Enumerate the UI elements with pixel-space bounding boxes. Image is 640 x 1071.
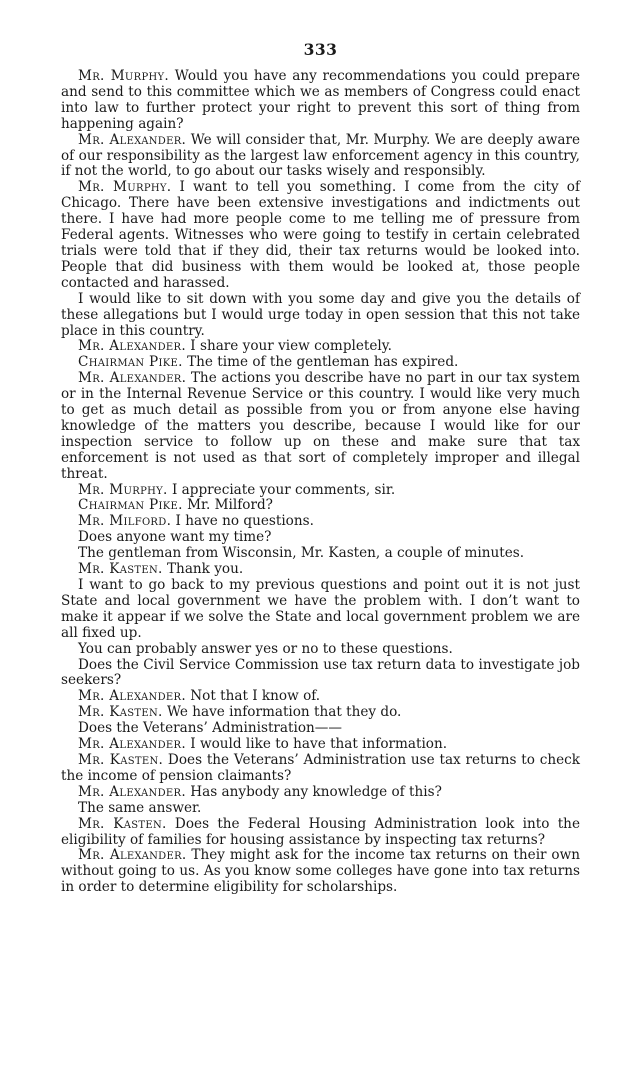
speaker-name: Mr. Alexander. <box>78 370 187 387</box>
speaker-name: Mr. Alexander. <box>78 736 186 753</box>
paragraph-text: Does anyone want my time? <box>78 529 272 546</box>
transcript-paragraph <box>61 753 580 785</box>
paragraph-text: Thank you. <box>162 561 244 578</box>
document-page <box>61 40 580 896</box>
speaker-name: Mr. Kasten. <box>78 561 163 578</box>
paragraph-text: Does the Veterans’ Administration—— <box>78 720 342 737</box>
transcript-paragraph <box>61 339 580 355</box>
speaker-name: Mr. Kasten. <box>78 815 167 832</box>
transcript-paragraph <box>61 721 580 737</box>
transcript-paragraph <box>61 483 580 499</box>
paragraph-text: We have information that they do. <box>162 704 402 721</box>
paragraph-text: We will consider that, Mr. Murphy. We are deeply aware of our responsibility as the largest law enforcement agency in this country, if not the world, to go about our tasks wisely and responsibly. <box>61 131 581 180</box>
transcript-paragraph <box>61 292 580 340</box>
speaker-name: Chairman Pike. <box>78 354 183 371</box>
transcript-paragraph <box>61 514 580 530</box>
paragraph-text: You can probably answer yes or no to these questions. <box>78 640 453 657</box>
paragraph-text: The time of the gentleman has expired. <box>182 354 459 371</box>
paragraph-text: I have no questions. <box>171 513 314 530</box>
speaker-name: Mr. Alexander. <box>78 338 186 355</box>
speaker-name: Chairman Pike. <box>78 497 183 514</box>
transcript-paragraph <box>61 371 580 482</box>
transcript-paragraph <box>61 578 580 642</box>
speaker-name: Mr. Alexander. <box>78 783 186 800</box>
paragraph-text: I want to go back to my previous questions and point out it is not just State and local government we have the problem with. I don’t want to make it appear if we solve the State and local government problem we are all fixed up. <box>61 577 580 641</box>
paragraph-text: Has anybody any knowledge of this? <box>185 783 442 800</box>
transcript-paragraph <box>61 785 580 801</box>
transcript-paragraph <box>61 801 580 817</box>
transcript-paragraph <box>61 355 580 371</box>
transcript-paragraph <box>61 689 580 705</box>
paragraph-text: Does the Federal Housing Administration look into the eligibility of families for housing assistance by inspecting tax returns? <box>61 815 580 848</box>
speaker-name: Mr. Milford. <box>78 513 172 530</box>
transcript-paragraph <box>61 737 580 753</box>
paragraph-text: The gentleman from Wisconsin, Mr. Kasten, a couple of minutes. <box>78 545 525 562</box>
page-number: 333 <box>303 40 338 59</box>
transcript-paragraph <box>61 133 580 181</box>
speaker-name: Mr. Murphy. <box>78 179 172 196</box>
paragraph-text: Not that I know of. <box>185 688 321 705</box>
paragraph-text: I would like to sit down with you some day and give you the details of these allegations but I would urge today in open session that this not take place in this country. <box>61 290 580 339</box>
speaker-name: Mr. Alexander. <box>78 847 187 864</box>
transcript-paragraph <box>61 562 580 578</box>
speaker-name: Mr. Alexander. <box>78 688 186 705</box>
paragraph-text: They might ask for the income tax returns on their own without going to us. As you know some colleges have gone into tax returns in order to determine eligibility for scholarships. <box>61 847 580 896</box>
transcript-paragraph <box>61 658 580 690</box>
transcript-paragraph <box>61 530 580 546</box>
transcript-paragraph <box>61 498 580 514</box>
paragraph-text: I would like to have that information. <box>185 736 448 753</box>
transcript-paragraph <box>61 546 580 562</box>
transcript-paragraph <box>61 642 580 658</box>
transcript-paragraph <box>61 705 580 721</box>
speaker-name: Mr. Kasten. <box>78 751 164 768</box>
speaker-name: Mr. Alexander. <box>78 131 187 148</box>
speaker-name: Mr. Murphy. <box>78 68 170 84</box>
paragraph-text: I want to tell you something. I come from the city of Chicago. There have been extensive investigations and indictments out there. I have had more people come to me telling me of pressure from Federal agents. Witnesses who were going to testify in certain celebrated trials were told that if they did, their tax returns would be looked into. People that did business with them would be looked at, those people contacted and harassed. <box>61 179 580 291</box>
transcript-paragraph <box>61 848 580 896</box>
transcript-paragraph <box>61 817 580 849</box>
speaker-name: Mr. Kasten. <box>78 704 163 721</box>
speaker-name: Mr. Murphy. <box>78 481 168 498</box>
transcript-paragraph <box>61 180 580 291</box>
paragraph-text: I share your view completely. <box>185 338 392 355</box>
paragraph-text: Mr. Milford? <box>182 497 273 514</box>
paragraph-text: The same answer. <box>78 799 202 816</box>
transcript-paragraph <box>61 69 580 133</box>
transcript-body <box>61 69 580 896</box>
paragraph-text: The actions you describe have no part in our tax system or in the Internal Revenue Service or this country. I would like very much to get as much detail as possible from you or from anyone else having knowledge of the matters you describe, because I would like for our inspection service to follow up on these and make sure that tax enforcement is not used as that sort of completely improper and illegal threat. <box>61 370 580 482</box>
paragraph-text: Does the Civil Service Commission use tax return data to investigate job seekers? <box>61 656 580 689</box>
paragraph-text: Would you have any recommendations you could prepare and send to this committee which we as members of Congress could enact into law to further protect your right to prevent this sort of thing from happening again? <box>61 68 580 132</box>
paragraph-text: I appreciate your comments, sir. <box>167 481 396 498</box>
paragraph-text: Does the Veterans’ Administration use tax returns to check the income of pension claimants? <box>61 751 580 784</box>
